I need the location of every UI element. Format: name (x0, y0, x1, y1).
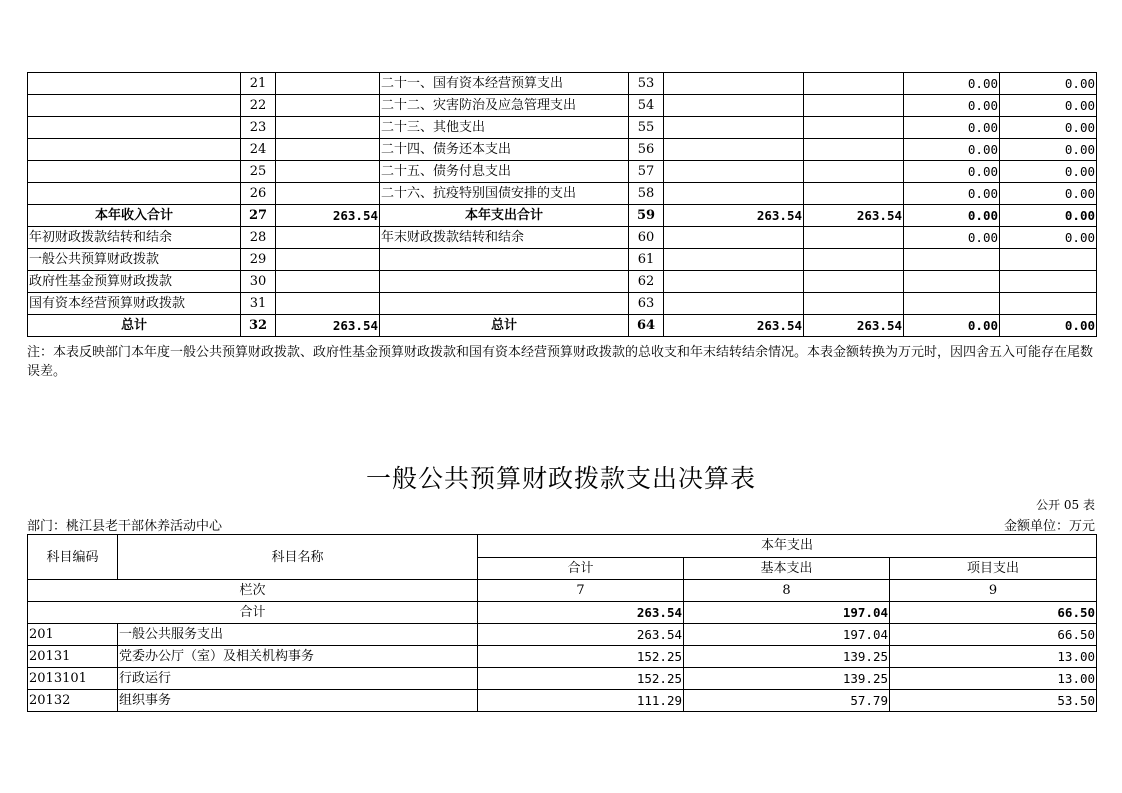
total-amount: 263.54 (478, 624, 684, 646)
right-label (380, 293, 629, 315)
header-total: 合计 (478, 557, 684, 580)
table-row (28, 183, 1097, 205)
subject-name: 一般公共服务支出 (118, 624, 478, 646)
left-label: 本年收入合计 (28, 205, 241, 227)
sum-row (28, 602, 1097, 624)
total-amount (664, 227, 804, 249)
left-line-no: 32 (241, 315, 276, 337)
gpb-amount (804, 227, 904, 249)
left-amount (276, 293, 380, 315)
right-label: 二十六、抗疫特别国债安排的支出 (380, 183, 629, 205)
basic-amount: 197.04 (684, 624, 890, 646)
sum-total: 263.54 (478, 602, 684, 624)
col-7: 7 (478, 580, 684, 602)
state-capital-amount: 0.00 (1000, 139, 1097, 161)
subject-code: 201 (28, 624, 118, 646)
state-capital-amount: 0.00 (1000, 117, 1097, 139)
total-amount (664, 183, 804, 205)
gov-fund-amount: 0.00 (904, 117, 1000, 139)
subject-name: 行政运行 (118, 668, 478, 690)
right-line-no: 62 (629, 271, 664, 293)
table-row (28, 139, 1097, 161)
table-row (28, 668, 1097, 690)
left-amount (276, 271, 380, 293)
total-amount (664, 139, 804, 161)
gpb-amount (804, 73, 904, 95)
left-amount (276, 139, 380, 161)
left-label (28, 161, 241, 183)
gov-fund-amount: 0.00 (904, 139, 1000, 161)
gpb-amount (804, 183, 904, 205)
table-row (28, 161, 1097, 183)
gov-fund-amount: 0.00 (904, 205, 1000, 227)
left-line-no: 30 (241, 271, 276, 293)
table-row (28, 293, 1097, 315)
right-label: 本年支出合计 (380, 205, 629, 227)
state-capital-amount: 0.00 (1000, 315, 1097, 337)
left-line-no: 21 (241, 73, 276, 95)
state-capital-amount: 0.00 (1000, 161, 1097, 183)
header-name: 科目名称 (118, 535, 478, 580)
table-row (28, 271, 1097, 293)
left-label (28, 183, 241, 205)
table-row (28, 95, 1097, 117)
gpb-amount (804, 271, 904, 293)
total-amount (664, 293, 804, 315)
basic-amount: 139.25 (684, 646, 890, 668)
gpb-amount (804, 161, 904, 183)
right-line-no: 54 (629, 95, 664, 117)
header-year-expense: 本年支出 (478, 535, 1097, 558)
state-capital-amount (1000, 271, 1097, 293)
gov-fund-amount: 0.00 (904, 95, 1000, 117)
right-line-no: 64 (629, 315, 664, 337)
gov-fund-amount: 0.00 (904, 315, 1000, 337)
right-label (380, 271, 629, 293)
gov-fund-amount: 0.00 (904, 227, 1000, 249)
table-row (28, 315, 1097, 337)
right-label: 二十二、灾害防治及应急管理支出 (380, 95, 629, 117)
gpb-amount (804, 95, 904, 117)
left-label: 政府性基金预算财政拨款 (28, 271, 241, 293)
total-amount (664, 73, 804, 95)
state-capital-amount: 0.00 (1000, 205, 1097, 227)
gpb-amount (804, 293, 904, 315)
total-amount (664, 271, 804, 293)
project-amount: 13.00 (890, 646, 1097, 668)
table-code: 公开 05 表 (1036, 498, 1095, 512)
left-label: 总计 (28, 315, 241, 337)
gpb-amount: 263.54 (804, 315, 904, 337)
gov-fund-amount (904, 271, 1000, 293)
left-amount: 263.54 (276, 315, 380, 337)
table-row (28, 646, 1097, 668)
income-expense-table (27, 72, 1097, 337)
total-amount: 152.25 (478, 646, 684, 668)
total-amount (664, 95, 804, 117)
right-line-no: 60 (629, 227, 664, 249)
gpb-amount (804, 117, 904, 139)
sum-label: 合计 (28, 602, 478, 624)
left-amount (276, 161, 380, 183)
right-label: 二十四、债务还本支出 (380, 139, 629, 161)
table-row (28, 227, 1097, 249)
left-line-no: 26 (241, 183, 276, 205)
total-amount (664, 249, 804, 271)
table-row (28, 205, 1097, 227)
left-amount (276, 249, 380, 271)
right-line-no: 56 (629, 139, 664, 161)
right-line-no: 55 (629, 117, 664, 139)
sum-project: 66.50 (890, 602, 1097, 624)
gov-fund-amount: 0.00 (904, 161, 1000, 183)
left-label: 年初财政拨款结转和结余 (28, 227, 241, 249)
basic-amount: 139.25 (684, 668, 890, 690)
project-amount: 13.00 (890, 668, 1097, 690)
right-label: 二十五、债务付息支出 (380, 161, 629, 183)
right-line-no: 59 (629, 205, 664, 227)
left-label (28, 73, 241, 95)
state-capital-amount: 0.00 (1000, 73, 1097, 95)
right-line-no: 53 (629, 73, 664, 95)
total-amount: 263.54 (664, 315, 804, 337)
col-8: 8 (684, 580, 890, 602)
subject-code: 2013101 (28, 668, 118, 690)
left-label (28, 139, 241, 161)
right-label: 年末财政拨款结转和结余 (380, 227, 629, 249)
amount-unit-label: 金额单位：万元 (1003, 519, 1095, 534)
state-capital-amount (1000, 249, 1097, 271)
left-amount (276, 183, 380, 205)
gov-fund-amount: 0.00 (904, 183, 1000, 205)
left-line-no: 25 (241, 161, 276, 183)
state-capital-amount: 0.00 (1000, 183, 1097, 205)
left-label (28, 117, 241, 139)
subject-code: 20132 (28, 690, 118, 712)
left-line-no: 27 (241, 205, 276, 227)
left-label: 一般公共预算财政拨款 (28, 249, 241, 271)
project-amount: 66.50 (890, 624, 1097, 646)
right-label (380, 249, 629, 271)
right-line-no: 61 (629, 249, 664, 271)
department-label: 部门：桃江县老干部休养活动中心 (27, 519, 223, 534)
left-line-no: 23 (241, 117, 276, 139)
left-line-no: 31 (241, 293, 276, 315)
left-amount (276, 95, 380, 117)
left-amount (276, 73, 380, 95)
total-amount: 152.25 (478, 668, 684, 690)
right-line-no: 58 (629, 183, 664, 205)
gov-fund-amount: 0.00 (904, 73, 1000, 95)
table-row (28, 249, 1097, 271)
subject-name: 党委办公厅（室）及相关机构事务 (118, 646, 478, 668)
right-line-no: 57 (629, 161, 664, 183)
gpb-amount (804, 139, 904, 161)
subject-name: 组织事务 (118, 690, 478, 712)
gov-fund-amount (904, 293, 1000, 315)
subject-code: 20131 (28, 646, 118, 668)
col-label: 栏次 (28, 580, 478, 602)
gpb-amount: 263.54 (804, 205, 904, 227)
left-label: 国有资本经营预算财政拨款 (28, 293, 241, 315)
left-amount (276, 227, 380, 249)
header-code: 科目编码 (28, 535, 118, 580)
left-amount: 263.54 (276, 205, 380, 227)
expenditure-table (27, 534, 1097, 712)
total-amount (664, 161, 804, 183)
left-amount (276, 117, 380, 139)
right-label: 总计 (380, 315, 629, 337)
state-capital-amount: 0.00 (1000, 95, 1097, 117)
left-line-no: 24 (241, 139, 276, 161)
left-line-no: 22 (241, 95, 276, 117)
right-label: 二十一、国有资本经营预算支出 (380, 73, 629, 95)
left-line-no: 28 (241, 227, 276, 249)
header-basic: 基本支出 (684, 557, 890, 580)
state-capital-amount: 0.00 (1000, 227, 1097, 249)
total-amount: 111.29 (478, 690, 684, 712)
page-title: 一般公共预算财政拨款支出决算表 (365, 464, 756, 493)
header-row (28, 535, 1097, 558)
right-label: 二十三、其他支出 (380, 117, 629, 139)
gov-fund-amount (904, 249, 1000, 271)
table-row (28, 690, 1097, 712)
column-number-row (28, 580, 1097, 602)
project-amount: 53.50 (890, 690, 1097, 712)
table-row (28, 73, 1097, 95)
left-label (28, 95, 241, 117)
table-note: 注：本表反映部门本年度一般公共预算财政拨款、政府性基金预算财政拨款和国有资本经营预算财政拨款的总收支和年末结转结余情况。本表金额转换为万元时，因四舍五入可能存在尾数误差。 (27, 345, 1094, 379)
state-capital-amount (1000, 293, 1097, 315)
gpb-amount (804, 249, 904, 271)
sum-basic: 197.04 (684, 602, 890, 624)
total-amount: 263.54 (664, 205, 804, 227)
table-row (28, 117, 1097, 139)
col-9: 9 (890, 580, 1097, 602)
total-amount (664, 117, 804, 139)
header-project: 项目支出 (890, 557, 1097, 580)
right-line-no: 63 (629, 293, 664, 315)
left-line-no: 29 (241, 249, 276, 271)
basic-amount: 57.79 (684, 690, 890, 712)
table-row (28, 624, 1097, 646)
